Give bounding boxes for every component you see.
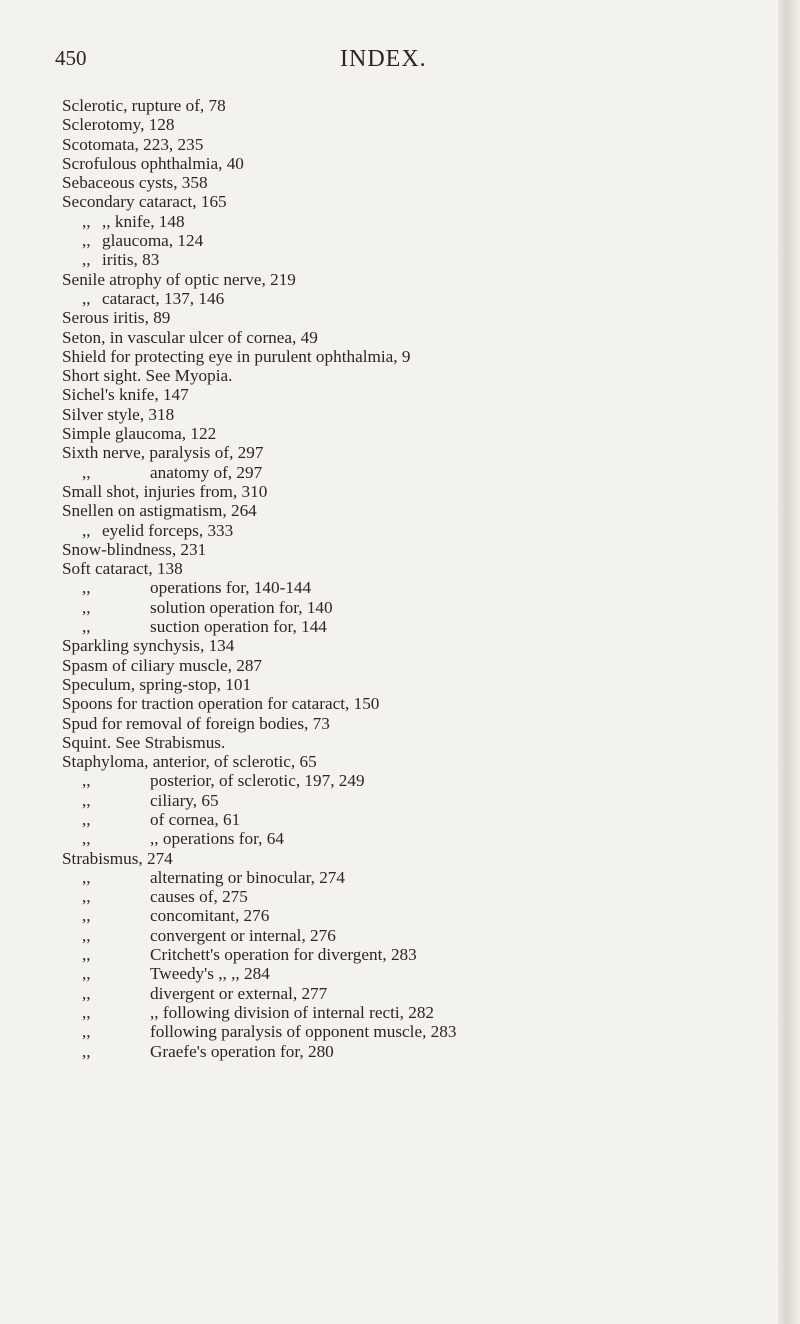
index-entry-text: Tweedy's ,, ,, 284 [150,964,270,984]
index-entry-text: Sparkling synchysis, 134 [62,636,235,656]
index-entry [62,385,782,404]
index-entry-text: Scotomata, 223, 235 [62,134,204,154]
index-entry [62,1022,782,1041]
index-entry [62,578,782,597]
index-entry [62,675,782,694]
index-entry-text: Squint. See Strabismus. [62,732,226,752]
index-entry [62,887,782,906]
index-entry [62,270,782,289]
index-entry-text: Speculum, spring-stop, 101 [62,674,252,694]
index-entry [62,192,782,211]
index-entry [62,173,782,192]
index-entry-text: iritis, 83 [102,250,160,270]
index-entry [62,868,782,887]
index-entry-text: Simple glaucoma, 122 [62,424,217,444]
index-entry [62,540,782,559]
index-entry-text: Scrofulous ophthalmia, 40 [62,153,244,173]
index-entry [62,810,782,829]
index-entry-text: following paralysis of opponent muscle, 283 [150,1022,457,1042]
page-number: 450 [55,46,87,70]
index-entry [62,212,782,231]
index-entry [62,501,782,520]
ditto-mark: ,, [82,906,91,926]
index-entry-text: Senile atrophy of optic nerve, 219 [62,269,296,289]
index-entry [62,964,782,983]
index-entry-text: ,, following division of internal recti, 282 [150,1002,435,1022]
index-entry-text: Sclerotic, rupture of, 78 [62,96,226,115]
index-entry [62,733,782,752]
index-entry [62,115,782,134]
index-entry [62,559,782,578]
page-title: INDEX. [340,46,427,72]
index-entries [62,96,782,1061]
index-entry [62,752,782,771]
index-entry-text: suction operation for, 144 [150,617,327,637]
index-entry-text: Seton, in vascular ulcer of cornea, 49 [62,327,318,347]
index-entry [62,617,782,636]
ditto-mark: ,, [82,771,91,791]
index-entry [62,250,782,269]
ditto-mark: ,, [82,597,91,617]
index-entry [62,829,782,848]
ditto-mark: ,, [82,250,91,270]
ditto-mark: ,, [82,809,91,829]
index-entry [62,906,782,925]
ditto-mark: ,, [82,925,91,945]
ditto-mark: ,, [82,617,91,637]
index-entry-text: Snellen on astigmatism, 264 [62,501,257,521]
index-entry-text: Spasm of ciliary muscle, 287 [62,655,263,675]
index-entry [62,656,782,675]
ditto-mark: ,, [82,887,91,907]
index-entry-text: Snow-blindness, 231 [62,539,207,559]
ditto-mark: ,, [82,945,91,965]
index-entry-text: Secondary cataract, 165 [62,192,227,212]
ditto-mark: ,, [82,790,91,810]
index-entry-text: Serous iritis, 89 [62,308,171,328]
index-entry [62,463,782,482]
ditto-mark: ,, [82,578,91,598]
index-entry [62,926,782,945]
index-entry-text: anatomy of, 297 [150,462,263,482]
index-entry [62,636,782,655]
index-entry-text: Sebaceous cysts, 358 [62,173,208,193]
index-entry [62,308,782,327]
index-entry [62,945,782,964]
index-entry [62,1042,782,1061]
index-entry-text: convergent or internal, 276 [150,925,336,945]
ditto-mark: ,, [82,1022,91,1042]
index-entry-text: Graefe's operation for, 280 [150,1041,334,1061]
index-entry-text: causes of, 275 [150,887,248,907]
index-entry-text: Staphyloma, anterior, of sclerotic, 65 [62,752,317,772]
index-entry-text: Strabismus, 274 [62,848,173,868]
index-entry [62,231,782,250]
index-entry-text: Short sight. See Myopia. [62,366,233,386]
ditto-mark: ,, [82,211,91,231]
page-header [55,46,755,74]
index-entry-text: operations for, 140-144 [150,578,312,598]
ditto-mark: ,, [82,1041,91,1061]
index-entry-text: ,, knife, 148 [102,211,185,231]
index-entry [62,347,782,366]
ditto-mark: ,, [82,964,91,984]
index-entry [62,791,782,810]
ditto-mark: ,, [82,983,91,1003]
index-entry [62,405,782,424]
ditto-mark: ,, [82,520,91,540]
ditto-mark: ,, [82,829,91,849]
ditto-mark: ,, [82,462,91,482]
index-entry-text: divergent or external, 277 [150,983,328,1003]
index-entry [62,96,782,115]
index-entry-text: Sichel's knife, 147 [62,385,189,405]
index-entry [62,154,782,173]
index-entry [62,849,782,868]
index-entry-text: alternating or binocular, 274 [150,867,345,887]
index-entry [62,1003,782,1022]
index-entry [62,328,782,347]
index-entry-text: ,, operations for, 64 [150,829,284,849]
index-entry-text: Sclerotomy, 128 [62,115,175,135]
index-entry-text: Soft cataract, 138 [62,559,183,579]
ditto-mark: ,, [82,231,91,251]
index-entry [62,366,782,385]
index-entry-text: concomitant, 276 [150,906,270,926]
index-entry-text: posterior, of sclerotic, 197, 249 [150,771,365,791]
index-entry-text: cataract, 137, 146 [102,288,225,308]
index-entry [62,984,782,1003]
index-entry [62,714,782,733]
index-entry [62,289,782,308]
index-entry-text: solution operation for, 140 [150,597,333,617]
index-entry [62,771,782,790]
index-entry-text: Spud for removal of foreign bodies, 73 [62,713,330,733]
index-entry [62,443,782,462]
index-entry [62,694,782,713]
ditto-mark: ,, [82,867,91,887]
index-entry-text: glaucoma, 124 [102,231,204,251]
ditto-mark: ,, [82,288,91,308]
index-entry [62,135,782,154]
index-entry-text: Critchett's operation for divergent, 283 [150,945,417,965]
index-entry [62,482,782,501]
index-entry-text: Small shot, injuries from, 310 [62,481,268,501]
index-entry [62,424,782,443]
index-entry [62,598,782,617]
index-entry-text: ciliary, 65 [150,790,219,810]
index-entry-text: eyelid forceps, 333 [102,520,234,540]
index-entry-text: Spoons for traction operation for cataract, 150 [62,694,380,714]
index-entry-text: Sixth nerve, paralysis of, 297 [62,443,264,463]
index-entry-text: Shield for protecting eye in purulent ophthalmia, 9 [62,346,411,366]
index-entry [62,521,782,540]
index-entry-text: Silver style, 318 [62,404,175,424]
ditto-mark: ,, [82,1002,91,1022]
index-entry-text: of cornea, 61 [150,809,241,829]
